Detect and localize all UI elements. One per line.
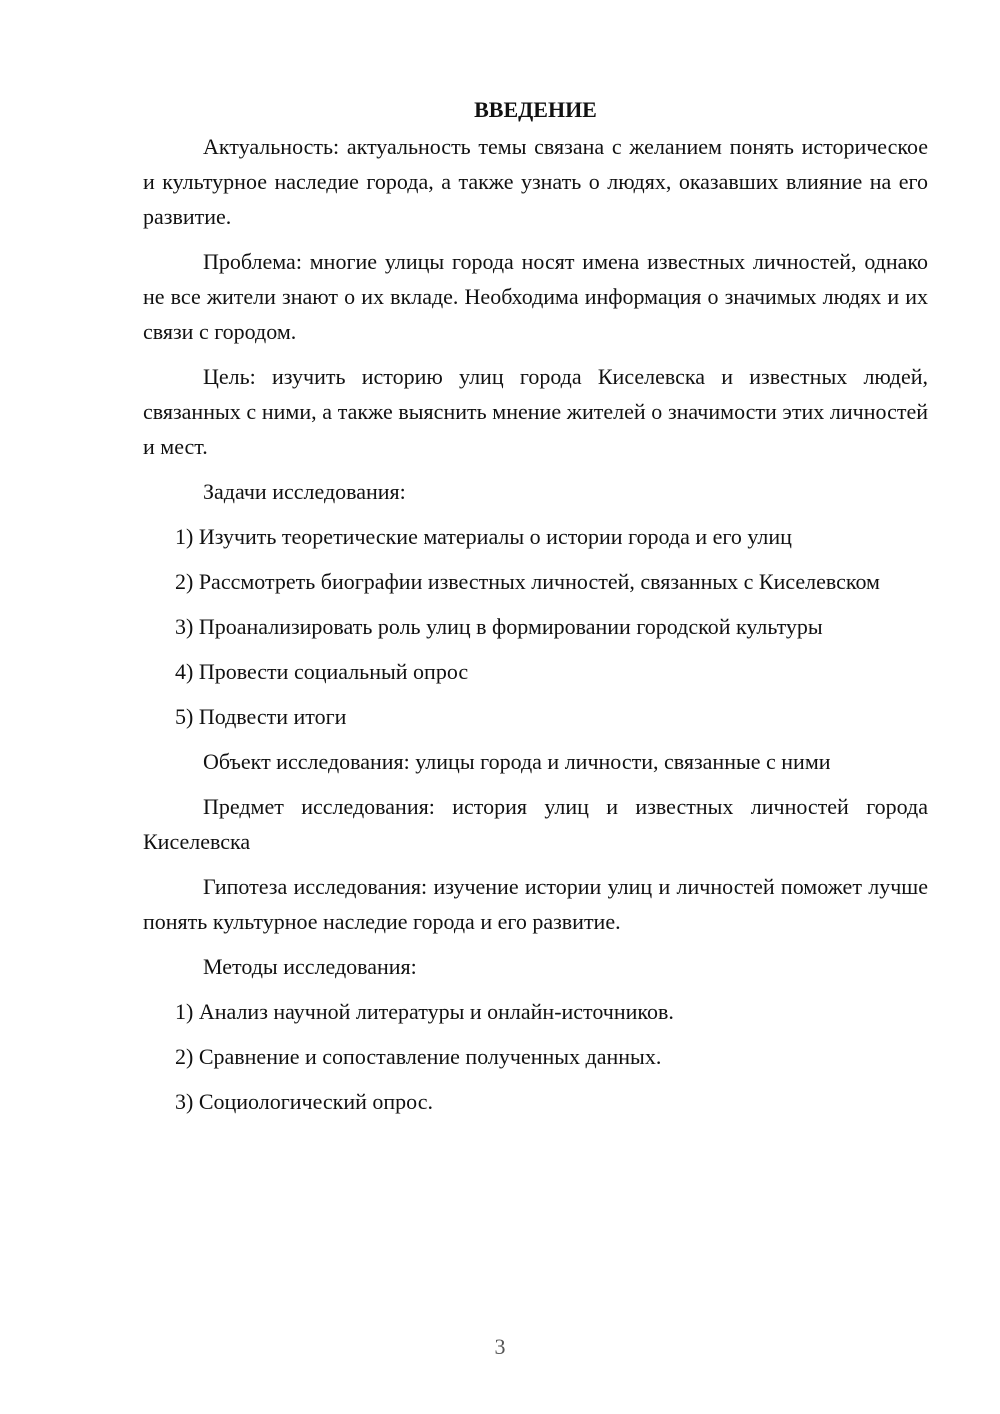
task-item-4: 4) Провести социальный опрос [175, 659, 469, 684]
task-item-2: 2) Рассмотреть биографии известных личностей, связанных с Киселевском [175, 569, 880, 594]
subject-paragraph: Предмет исследования: история улиц и известных личностей города Киселевска [143, 794, 928, 854]
hypothesis-paragraph: Гипотеза исследования: изучение истории улиц и личностей поможет лучше понять культурное наследие города и его развитие. [143, 874, 928, 934]
relevance-paragraph: Актуальность: актуальность темы связана с желанием понять историческое и культурное наследие города, а также узнать о людях, оказавших влияние на его развитие. [143, 134, 928, 229]
task-item-3: 3) Проанализировать роль улиц в формировании городской культуры [175, 614, 823, 639]
goal-paragraph: Цель: изучить историю улиц города Киселевска и известных людей, связанных с ними, а также выяснить мнение жителей о значимости этих личностей и мест. [143, 364, 928, 459]
page-number: 3 [494, 1334, 506, 1359]
object-paragraph: Объект исследования: улицы города и личности, связанные с ними [203, 749, 831, 774]
methods-heading: Методы исследования: [203, 954, 417, 979]
problem-paragraph: Проблема: многие улицы города носят имена известных личностей, однако не все жители знают о их вкладе. Необходима информация о значимых людях и их связи с городом. [143, 249, 928, 344]
task-item-1: 1) Изучить теоретические материалы о истории города и его улиц [175, 524, 792, 549]
task-item-5: 5) Подвести итоги [175, 704, 347, 729]
method-item-2: 2) Сравнение и сопоставление полученных данных. [175, 1044, 662, 1069]
tasks-heading: Задачи исследования: [203, 479, 406, 504]
method-item-3: 3) Социологический опрос. [175, 1089, 433, 1114]
method-item-1: 1) Анализ научной литературы и онлайн-источников. [175, 999, 674, 1024]
section-title: ВВЕДЕНИЕ [474, 97, 597, 122]
page-content [143, 93, 928, 1129]
